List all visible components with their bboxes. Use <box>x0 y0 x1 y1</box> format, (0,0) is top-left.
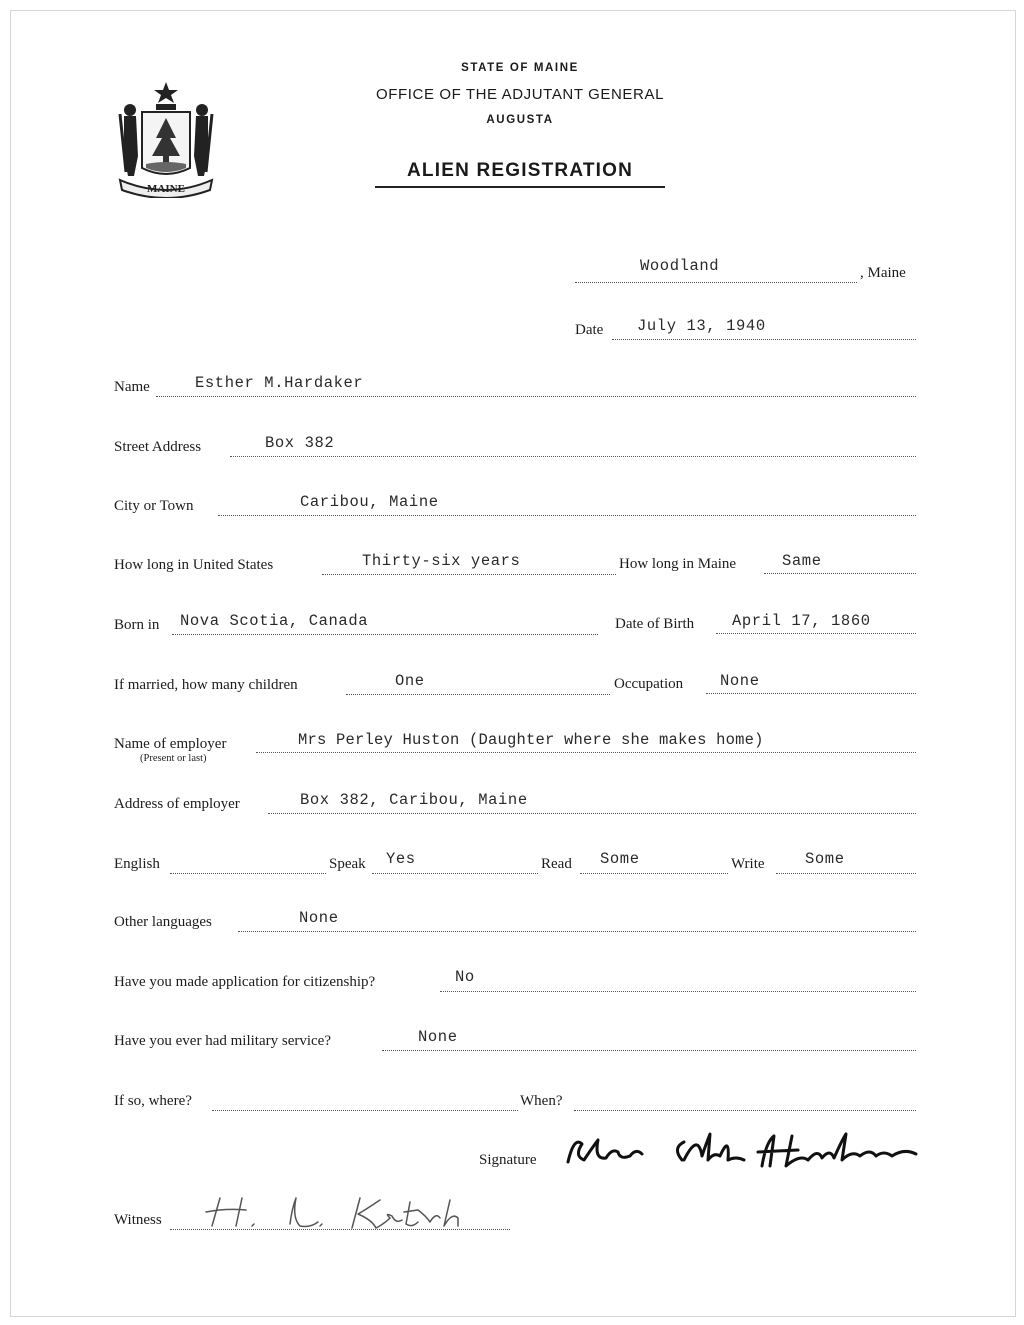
dob-line <box>716 633 916 634</box>
born-in-value[interactable]: Nova Scotia, Canada <box>180 612 369 630</box>
citizenship-line <box>440 991 916 992</box>
name-line <box>156 396 916 397</box>
english-line <box>170 873 326 874</box>
occupation-value[interactable]: None <box>720 672 760 690</box>
header-office: OFFICE OF THE ADJUTANT GENERAL <box>375 86 665 103</box>
place-value[interactable]: Woodland <box>640 257 720 275</box>
witness-label: Witness <box>114 1212 162 1228</box>
other-languages-label: Other languages <box>114 914 212 930</box>
seal-label: MAINE <box>147 183 185 195</box>
read-value[interactable]: Some <box>600 850 640 868</box>
form-title: ALIEN REGISTRATION <box>406 160 634 181</box>
military-line <box>382 1050 916 1051</box>
employer-address-line <box>268 813 916 814</box>
signature-mark[interactable] <box>560 1126 930 1178</box>
occupation-line <box>706 693 916 694</box>
state-seal-icon <box>112 76 220 198</box>
english-label: English <box>114 856 160 872</box>
header-state: STATE OF MAINE <box>461 62 579 74</box>
place-suffix: , Maine <box>860 265 906 281</box>
read-label: Read <box>541 856 572 872</box>
how-long-maine-label: How long in Maine <box>619 556 737 572</box>
title-underline <box>375 186 665 188</box>
city-value[interactable]: Caribou, Maine <box>300 493 439 511</box>
header-city: AUGUSTA <box>486 114 554 126</box>
born-in-line <box>172 634 598 635</box>
where-label: If so, where? <box>114 1093 192 1109</box>
military-label: Have you ever had military service? <box>114 1033 331 1049</box>
dob-value[interactable]: April 17, 1860 <box>732 612 871 630</box>
when-label: When? <box>520 1093 563 1109</box>
how-long-us-label: How long in United States <box>114 557 274 573</box>
employer-value[interactable]: Mrs Perley Huston (Daughter where she makes home) <box>298 731 764 749</box>
employer-address-label: Address of employer <box>114 796 240 812</box>
how-long-maine-line <box>764 573 916 574</box>
date-value[interactable]: July 13, 1940 <box>637 317 766 335</box>
date-line <box>612 339 916 340</box>
how-long-us-value[interactable]: Thirty-six years <box>362 552 521 570</box>
street-label: Street Address <box>114 439 202 455</box>
citizenship-value[interactable]: No <box>455 968 475 986</box>
children-label: If married, how many children <box>114 677 298 693</box>
page-border <box>10 10 1016 1317</box>
signature-label: Signature <box>479 1152 537 1168</box>
employer-line <box>256 752 916 753</box>
employer-address-value[interactable]: Box 382, Caribou, Maine <box>300 791 528 809</box>
place-line <box>575 282 857 283</box>
employer-label: Name of employer <box>114 736 227 752</box>
write-line <box>776 873 916 874</box>
dob-label: Date of Birth <box>615 616 695 632</box>
occupation-label: Occupation <box>614 676 684 692</box>
name-value[interactable]: Esther M.Hardaker <box>195 374 364 392</box>
city-label: City or Town <box>114 498 194 514</box>
where-line <box>212 1110 518 1111</box>
date-label: Date <box>575 322 604 338</box>
write-label: Write <box>731 856 765 872</box>
speak-value[interactable]: Yes <box>386 850 416 868</box>
street-value[interactable]: Box 382 <box>265 434 335 452</box>
city-line <box>218 515 916 516</box>
children-value[interactable]: One <box>395 672 425 690</box>
born-in-label: Born in <box>114 617 160 633</box>
military-value[interactable]: None <box>418 1028 458 1046</box>
citizenship-label: Have you made application for citizenship? <box>114 974 376 990</box>
children-line <box>346 694 610 695</box>
speak-label: Speak <box>329 856 366 872</box>
how-long-maine-value[interactable]: Same <box>782 552 822 570</box>
other-languages-value[interactable]: None <box>299 909 339 927</box>
write-value[interactable]: Some <box>805 850 845 868</box>
read-line <box>580 873 728 874</box>
employer-sublabel: (Present or last) <box>140 753 207 764</box>
witness-signature-mark[interactable] <box>196 1190 466 1238</box>
when-line <box>574 1110 916 1111</box>
street-line <box>230 456 916 457</box>
other-languages-line <box>238 931 916 932</box>
name-label: Name <box>114 379 150 395</box>
how-long-us-line <box>322 574 616 575</box>
speak-line <box>372 873 538 874</box>
